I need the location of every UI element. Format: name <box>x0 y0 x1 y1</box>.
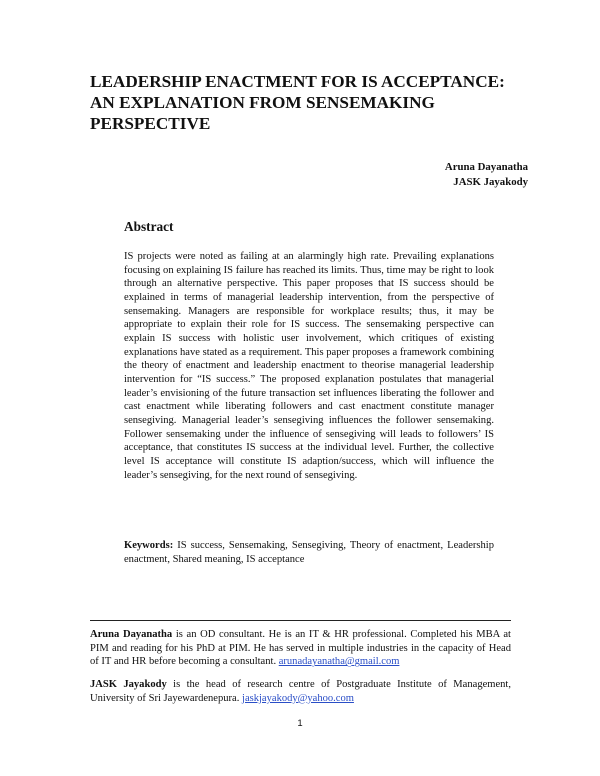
footnote-text: is an OD consultant. He is an IT & HR professional. Completed his MBA at PIM and reading for his PhD at PIM. He has served in multiple industries in the capacity of Head of IT and HR before becoming a consultant. <box>90 629 511 668</box>
keywords-label: Keywords: <box>124 540 174 551</box>
author-footnote <box>90 678 511 705</box>
abstract-text: IS projects were noted as failing at an alarmingly high rate. Prevailing explanations focusing on explaining IS failure has reached its limits. Thus, time may be right to look through an alternative perspective. This paper proposes that IS success should be explained in terms of managerial leadership intervention, from the perspective of sensemaking. Managers are responsible for workplace results; thus, it may be appropriate to explain their role for IS success. The sensemaking perspective can explain IS success with holistic user involvement, which critiques of existing explanations have stated as a requirement. This paper proposes a framework combining the theory of enactment and leadership enactment to theorise managerial leadership intervention for “IS success.” The proposed explanation postulates that managerial leader’s envisioning of the future transaction set influences liberating the follower and cast enactment while liberating followers and cast enactment constitute manager sensegiving. Managerial leader’s sensegiving influences the follower sensemaking. Follower sensemaking under the influence of sensegiving will leads to followers’ IS acceptance, that constitutes IS success at the individual level. Further, the collective level IS acceptance will constitute IS adaption/success, which will influence the leader’s sensegiving, for the next round of sensegiving. <box>124 251 494 481</box>
email-link[interactable]: arunadayanatha@gmail.com <box>278 656 400 668</box>
author-block <box>445 160 528 190</box>
footnote-author-name: Aruna Dayanatha <box>90 629 173 640</box>
author-footnote <box>90 628 511 669</box>
email-link[interactable]: jaskjayakody@yahoo.com <box>242 692 354 704</box>
footnote-divider <box>90 620 511 621</box>
keywords-list: IS success, Sensemaking, Sensegiving, Theory of enactment, Leadership enactment, Shared meaning, IS acceptance <box>124 540 494 565</box>
page-number: 1 <box>297 718 303 729</box>
keywords <box>124 539 494 566</box>
author-name: JASK Jayakody <box>453 176 528 188</box>
abstract-heading: Abstract <box>124 219 174 234</box>
footnote-text: is the head of research centre of Postgraduate Institute of Management, University of Sri Jayewardenepura. <box>90 679 512 704</box>
footnote-author-name: JASK Jayakody <box>90 679 167 690</box>
author-name: Aruna Dayanatha <box>444 161 528 173</box>
paper-title: LEADERSHIP ENACTMENT FOR IS ACCEPTANCE: AN EXPLANATION FROM SENSEMAKING PERSPECTIVE <box>90 72 505 133</box>
